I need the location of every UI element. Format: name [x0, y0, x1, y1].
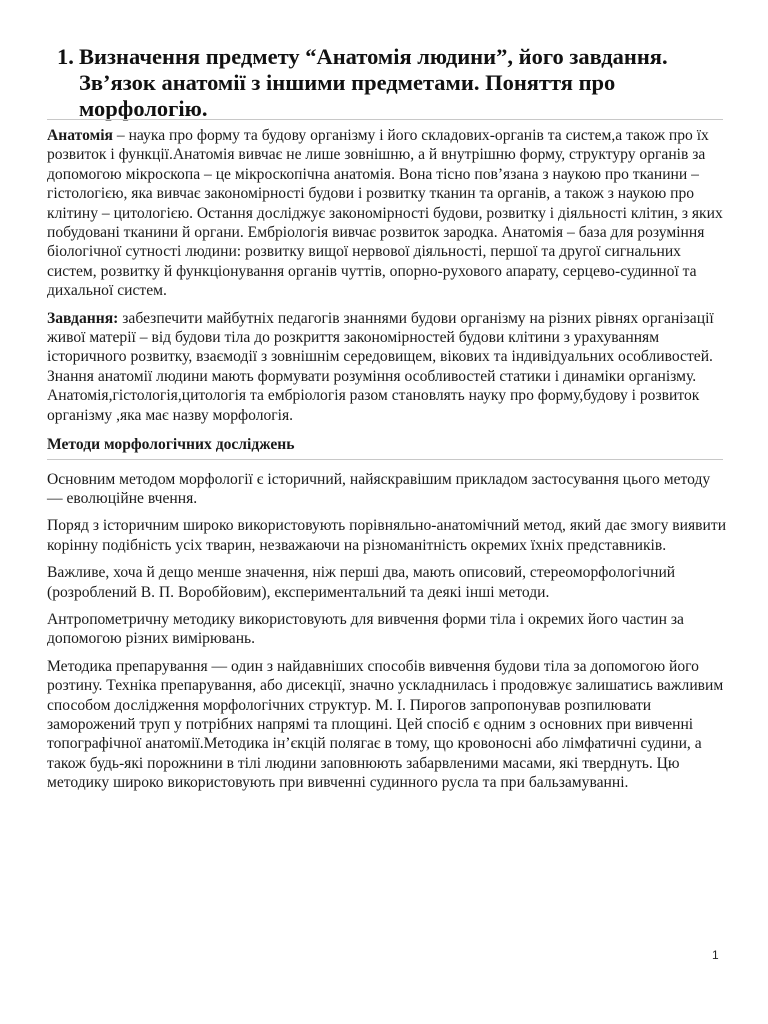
methods-paragraph: Основним методом морфології є історичний, найяскравішим прикладом застосування цього методу — еволюційне вчення.: [47, 470, 711, 507]
methods-paragraph: Важливе, хоча й дещо менше значення, ніж перші два, мають описовий, стереоморфологічний (розроблений В. П. Воробйовим), експериментальний та деякі інші методи.: [47, 564, 676, 601]
heading-number: 1.: [57, 44, 74, 69]
anatomy-text: – наука про форму та будову організму і його складових-органів та систем,а також про їх розвиток і функції.Анатомія вивчає не лише зовнішню, а й внутрішню форму, структуру органів за допомогою мікроскопа – це мікроскопічна анатомія. Вона тісно пов’язана з наукою про тканини – гістологією, яка вивчає закономірності будови і розвитку тканин та органів, а також з наукою про клітину – цитологією. Остання досліджує закономірності будови, розвитку і діяльності клітин, з яких побудовані тканини й органи. Ембріологія вивчає розвиток зародка. Анатомія – база для розуміння біологічної сутності людини: розвитку вищої нервової діяльності, першої та другої сигнальних систем, розвитку й функціонування органів чуттів, опорно-рухового апарату, серцево-судинної та дихальної систем.: [47, 127, 723, 300]
page-title: [57, 44, 737, 122]
anatomy-paragraph: [47, 126, 727, 301]
methods-paragraph: Поряд з історичним широко використовують порівняльно-анатомічний метод, який дає змогу виявити корінну подібність усіх тварин, незважаючи на різноманітність окремих їхніх представників.: [47, 517, 727, 554]
document-body: [47, 126, 727, 801]
section-divider: [47, 459, 723, 460]
title-divider: [47, 119, 723, 120]
tasks-paragraph: [47, 309, 727, 425]
heading-text: Визначення предмету “Анатомія людини”, його завдання. Зв’язок анатомії з іншими предметами. Поняття про морфологію.: [79, 44, 668, 121]
tasks-text: забезпечити майбутніх педагогів знаннями будови організму на різних рівнях організації живої матерії – від будови тіла до розкриття закономірностей будови клітини з урахуванням історичного розвитку, взаємодії з зовнішнім середовищем, вікових та індивідуальних особливостей. Знання анатомії людини мають формувати розуміння особливостей статики і динаміки організму. Анатомія,гістологія,цитологія та ембріологія разом становлять науку про форму,будову і розвиток організму ,яка має назву морфологія.: [47, 309, 714, 424]
methods-section-title: Методи морфологічних досліджень: [47, 436, 295, 454]
tasks-term: Завдання:: [47, 309, 119, 327]
anatomy-term: Анатомія: [47, 127, 113, 144]
methods-paragraph: Антропометричну методику використовують для вивчення форми тіла і окремих його частин за допомогою різних вимірювань.: [47, 610, 684, 648]
methods-paragraph: Методика препарування — один з найдавніших способів вивчення будови тіла за допомогою його розтину. Техніка препарування, або дисекції, значно ускладнилась і продовжує залишатись важливим способом дослідження морфологічних структур. М. І. Пирогов запропонував розпилювати заморожений труп у потрібних напрямі та площині. Цей спосіб є одним з основних при вивченні топографічної анатомії.Методика ін’єкцій полягає в тому, що кровоносні або лімфатичні судини, а також будь-які порожнини в тілі людини заповнюють забарвленими масами, які тверднуть. Цю методику широко використовують при вивченні судинного русла та при бальзамуванні.: [47, 657, 724, 792]
page-number: 1: [712, 948, 719, 962]
